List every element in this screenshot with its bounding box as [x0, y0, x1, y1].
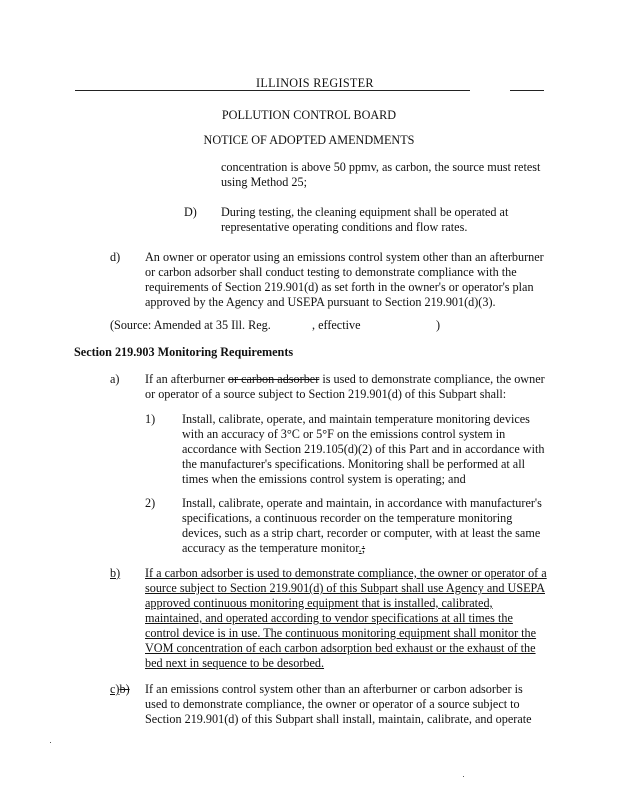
- item-a2-line-4-text: accuracy as the temperature monitor: [182, 541, 359, 555]
- item-b-line-2: source subject to Section 219.901(d) of this Subpart shall use Agency and USEPA: [145, 581, 545, 595]
- source-note-c: ): [436, 318, 441, 332]
- section-heading: Section 219.903 Monitoring Requirements: [74, 345, 294, 359]
- item-d-line-1: An owner or operator using an emissions control system other than an afterburner: [145, 250, 544, 264]
- item-c-label-old: b): [119, 682, 130, 696]
- item-a1-label: 1): [145, 412, 156, 426]
- item-a1-line-2: with an accuracy of 3°C or 5°F on the emissions control system in: [182, 427, 506, 441]
- item-c-label-new: c): [110, 682, 120, 696]
- item-d-label: d): [110, 250, 121, 264]
- item-d-line-2: or carbon adsorber shall conduct testing to demonstrate compliance with the: [145, 265, 517, 279]
- cont-line-1: concentration is above 50 ppmv, as carbon, the source must retest: [221, 160, 541, 174]
- source-note-a: (Source: Amended at 35 Ill. Reg.: [110, 318, 271, 332]
- item-b-line-6: VOM concentration of each carbon adsorption bed exhaust or the exhaust of the: [145, 641, 536, 655]
- item-a1-line-4: the manufacturer's specifications. Monitoring shall be performed at all: [182, 457, 525, 471]
- header-rule-right: [510, 90, 544, 91]
- item-a-label: a): [110, 372, 120, 386]
- item-c-label: [110, 682, 130, 698]
- scan-speck: [463, 776, 464, 777]
- item-a1-line-3: accordance with Section 219.105(d)(2) of this Part and in accordance with: [182, 442, 545, 456]
- item-a2-line-4: [182, 541, 365, 557]
- item-b-line-5: control device is in use. The continuous monitoring equipment shall monitor the: [145, 626, 537, 640]
- item-b-line-1: If a carbon adsorber is used to demonstrate compliance, the owner or operator of a: [145, 566, 547, 580]
- source-note-b: , effective: [312, 318, 361, 332]
- item-b-line-3: approved continuous monitoring equipment that is installed, calibrated,: [145, 596, 493, 610]
- item-a2-line-2: specifications, a continuous recorder on the temperature monitoring: [182, 511, 513, 525]
- scan-speck: [50, 742, 51, 743]
- item-a2-deleted-semicolon: ;: [361, 541, 366, 555]
- item-D-line-1: During testing, the cleaning equipment shall be operated at: [221, 205, 509, 219]
- item-a2-label: 2): [145, 496, 156, 510]
- item-a-line-2: or operator of a source subject to Section 219.901(d) of this Subpart shall:: [145, 387, 507, 401]
- item-a-deleted-text: or carbon adsorber: [227, 372, 320, 386]
- item-D-line-2: representative operating conditions and flow rates.: [221, 220, 468, 234]
- item-a2-inserted-period: .: [358, 541, 362, 555]
- item-a2-line-1: Install, calibrate, operate and maintain, in accordance with manufacturer's: [182, 496, 542, 510]
- item-a1-line-1: Install, calibrate, operate, and maintain temperature monitoring devices: [182, 412, 530, 426]
- item-b-line-7: bed next in sequence to be desorbed.: [145, 656, 325, 670]
- item-d-line-4: approved by the Agency and USEPA pursuant to Section 219.901(d)(3).: [145, 295, 496, 309]
- cont-line-2: using Method 25;: [221, 175, 307, 189]
- item-c-line-3: Section 219.901(d) of this Subpart shall install, maintain, calibrate, and operate: [145, 712, 532, 726]
- item-a-line-1-part-1: If an afterburner: [145, 372, 228, 386]
- board-title: POLLUTION CONTROL BOARD: [221, 108, 397, 122]
- item-a-line-1-part-2: is used to demonstrate compliance, the owner: [319, 372, 545, 386]
- item-b-label: b): [110, 566, 121, 580]
- item-a2-line-3: devices, such as a strip chart, recorder or computer, with at least the same: [182, 526, 541, 540]
- item-a1-line-5: times when the emissions control system is operating; and: [182, 472, 466, 486]
- item-b-line-4: maintained, and operated according to vendor specifications at all times the: [145, 611, 513, 625]
- item-a-line-1: [145, 372, 545, 388]
- register-title: ILLINOIS REGISTER: [256, 76, 374, 90]
- item-D-label: D): [184, 205, 197, 219]
- item-d-line-3: requirements of Section 219.901(d) as set forth in the owner's or operator's plan: [145, 280, 534, 294]
- notice-title: NOTICE OF ADOPTED AMENDMENTS: [203, 133, 415, 147]
- item-c-line-2: used to demonstrate compliance, the owner or operator of a source subject to: [145, 697, 520, 711]
- item-c-line-1: If an emissions control system other than an afterburner or carbon adsorber is: [145, 682, 523, 696]
